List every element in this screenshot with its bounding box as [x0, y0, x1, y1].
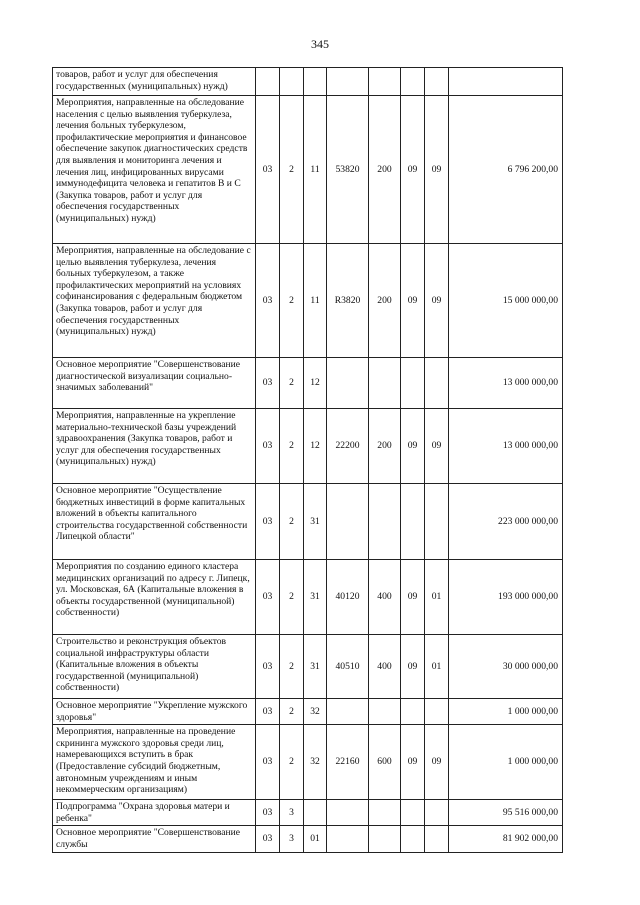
table-row [53, 699, 563, 725]
amount: 15 000 000,00 [449, 244, 563, 358]
subprogram-code: 2 [280, 96, 304, 244]
activity-code: 31 [304, 484, 327, 560]
expense-type-code: 200 [369, 96, 401, 244]
subsection-code: 09 [425, 409, 449, 484]
subsection-code [425, 699, 449, 725]
row-description: товаров, работ и услуг для обеспечения государственных (муниципальных) нужд) [53, 68, 256, 96]
direction-code: 40120 [327, 560, 369, 635]
program-code [256, 68, 280, 96]
direction-code: R3820 [327, 244, 369, 358]
amount: 1 000 000,00 [449, 725, 563, 800]
activity-code: 31 [304, 635, 327, 699]
section-code: 09 [401, 244, 425, 358]
subprogram-code: 2 [280, 699, 304, 725]
program-code: 03 [256, 800, 280, 826]
subsection-code [425, 68, 449, 96]
subsection-code: 01 [425, 635, 449, 699]
expense-type-code [369, 800, 401, 826]
subprogram-code: 3 [280, 800, 304, 826]
subprogram-code: 2 [280, 635, 304, 699]
activity-code: 31 [304, 560, 327, 635]
expense-type-code: 400 [369, 635, 401, 699]
row-description: Мероприятия по созданию единого кластера медицинских организаций по адресу г. Липецк, ул. Московская, 6А (Капитальные вложения в объекты государственной (муниципальной) собственности) [53, 560, 256, 635]
section-code [401, 699, 425, 725]
subsection-code [425, 484, 449, 560]
table-row [53, 560, 563, 635]
direction-code: 40510 [327, 635, 369, 699]
program-code: 03 [256, 96, 280, 244]
budget-table [52, 67, 563, 853]
activity-code: 11 [304, 96, 327, 244]
section-code: 09 [401, 635, 425, 699]
amount: 95 516 000,00 [449, 800, 563, 826]
expense-type-code: 400 [369, 560, 401, 635]
activity-code: 32 [304, 725, 327, 800]
expense-type-code [369, 68, 401, 96]
amount: 13 000 000,00 [449, 358, 563, 409]
row-description: Мероприятия, направленные на проведение скрининга мужского здоровья среди лиц, намеревающихся вступить в брак (Предоставление субсидий бюджетным, автономным учреждениям и иным некоммерческим организациям) [53, 725, 256, 800]
amount: 81 902 000,00 [449, 826, 563, 852]
program-code: 03 [256, 244, 280, 358]
subsection-code [425, 358, 449, 409]
direction-code [327, 358, 369, 409]
subprogram-code: 2 [280, 358, 304, 409]
program-code: 03 [256, 358, 280, 409]
expense-type-code [369, 826, 401, 852]
section-code: 09 [401, 560, 425, 635]
direction-code [327, 826, 369, 852]
row-description: Мероприятия, направленные на обследование населения с целью выявления туберкулеза, лечения больных туберкулезом, профилактические мероприятия и финансовое обеспечение закупок диагностических средств для выявления и мониторинга лечения и лечения лиц, инфицированных вирусами иммунодефицита человека и гепатитов В и С (Закупка товаров, работ и услуг для обеспечения государственных (муниципальных) нужд) [53, 96, 256, 244]
section-code [401, 484, 425, 560]
subsection-code: 09 [425, 96, 449, 244]
subsection-code: 09 [425, 244, 449, 358]
amount: 13 000 000,00 [449, 409, 563, 484]
activity-code: 01 [304, 826, 327, 852]
program-code: 03 [256, 725, 280, 800]
section-code [401, 358, 425, 409]
subprogram-code [280, 68, 304, 96]
row-description: Строительство и реконструкция объектов социальной инфраструктуры области (Капитальные вложения в объекты государственной (муниципальной) собственности) [53, 635, 256, 699]
activity-code [304, 68, 327, 96]
expense-type-code: 200 [369, 244, 401, 358]
activity-code: 11 [304, 244, 327, 358]
subprogram-code: 2 [280, 484, 304, 560]
table-row [53, 68, 563, 96]
subprogram-code: 2 [280, 560, 304, 635]
amount [449, 68, 563, 96]
expense-type-code [369, 484, 401, 560]
program-code: 03 [256, 699, 280, 725]
subprogram-code: 2 [280, 244, 304, 358]
expense-type-code [369, 699, 401, 725]
section-code: 09 [401, 96, 425, 244]
program-code: 03 [256, 826, 280, 852]
section-code [401, 800, 425, 826]
table-row [53, 800, 563, 826]
amount: 1 000 000,00 [449, 699, 563, 725]
activity-code: 12 [304, 358, 327, 409]
amount: 193 000 000,00 [449, 560, 563, 635]
activity-code [304, 800, 327, 826]
program-code: 03 [256, 484, 280, 560]
program-code: 03 [256, 560, 280, 635]
row-description: Основное мероприятие "Укрепление мужского здоровья" [53, 699, 256, 725]
section-code [401, 68, 425, 96]
direction-code [327, 699, 369, 725]
subsection-code [425, 826, 449, 852]
expense-type-code: 600 [369, 725, 401, 800]
row-description: Основное мероприятие "Совершенствование службы [53, 826, 256, 852]
program-code: 03 [256, 409, 280, 484]
activity-code: 32 [304, 699, 327, 725]
direction-code: 22160 [327, 725, 369, 800]
direction-code: 22200 [327, 409, 369, 484]
subsection-code: 01 [425, 560, 449, 635]
section-code: 09 [401, 725, 425, 800]
section-code: 09 [401, 409, 425, 484]
direction-code [327, 800, 369, 826]
table-row [53, 826, 563, 852]
subsection-code [425, 800, 449, 826]
subprogram-code: 2 [280, 725, 304, 800]
subprogram-code: 3 [280, 826, 304, 852]
activity-code: 12 [304, 409, 327, 484]
direction-code: 53820 [327, 96, 369, 244]
amount: 223 000 000,00 [449, 484, 563, 560]
subprogram-code: 2 [280, 409, 304, 484]
amount: 6 796 200,00 [449, 96, 563, 244]
table-row [53, 635, 563, 699]
subsection-code: 09 [425, 725, 449, 800]
row-description: Подпрограмма "Охрана здоровья матери и ребенка" [53, 800, 256, 826]
page-number: 345 [311, 37, 329, 51]
row-description: Мероприятия, направленные на обследование с целью выявления туберкулеза, лечения больных туберкулезом, а также профилактических мероприятий на условиях софинансирования с федеральным бюджетом (Закупка товаров, работ и услуг для обеспечения государственных (муниципальных) нужд) [53, 244, 256, 358]
row-description: Основное мероприятие "Совершенствование диагностической визуализации социально-значимых заболеваний" [53, 358, 256, 409]
amount: 30 000 000,00 [449, 635, 563, 699]
table-row [53, 725, 563, 800]
direction-code [327, 484, 369, 560]
program-code: 03 [256, 635, 280, 699]
table-row [53, 244, 563, 358]
direction-code [327, 68, 369, 96]
table-row [53, 484, 563, 560]
expense-type-code: 200 [369, 409, 401, 484]
expense-type-code [369, 358, 401, 409]
row-description: Мероприятия, направленные на укрепление материально-технической базы учреждений здравоохранения (Закупка товаров, работ и услуг для обеспечения государственных (муниципальных) нужд) [53, 409, 256, 484]
table-row [53, 358, 563, 409]
table-row [53, 96, 563, 244]
section-code [401, 826, 425, 852]
table-row [53, 409, 563, 484]
row-description: Основное мероприятие "Осуществление бюджетных инвестиций в форме капитальных вложений в объекты капитального строительства государственной собственности Липецкой области" [53, 484, 256, 560]
